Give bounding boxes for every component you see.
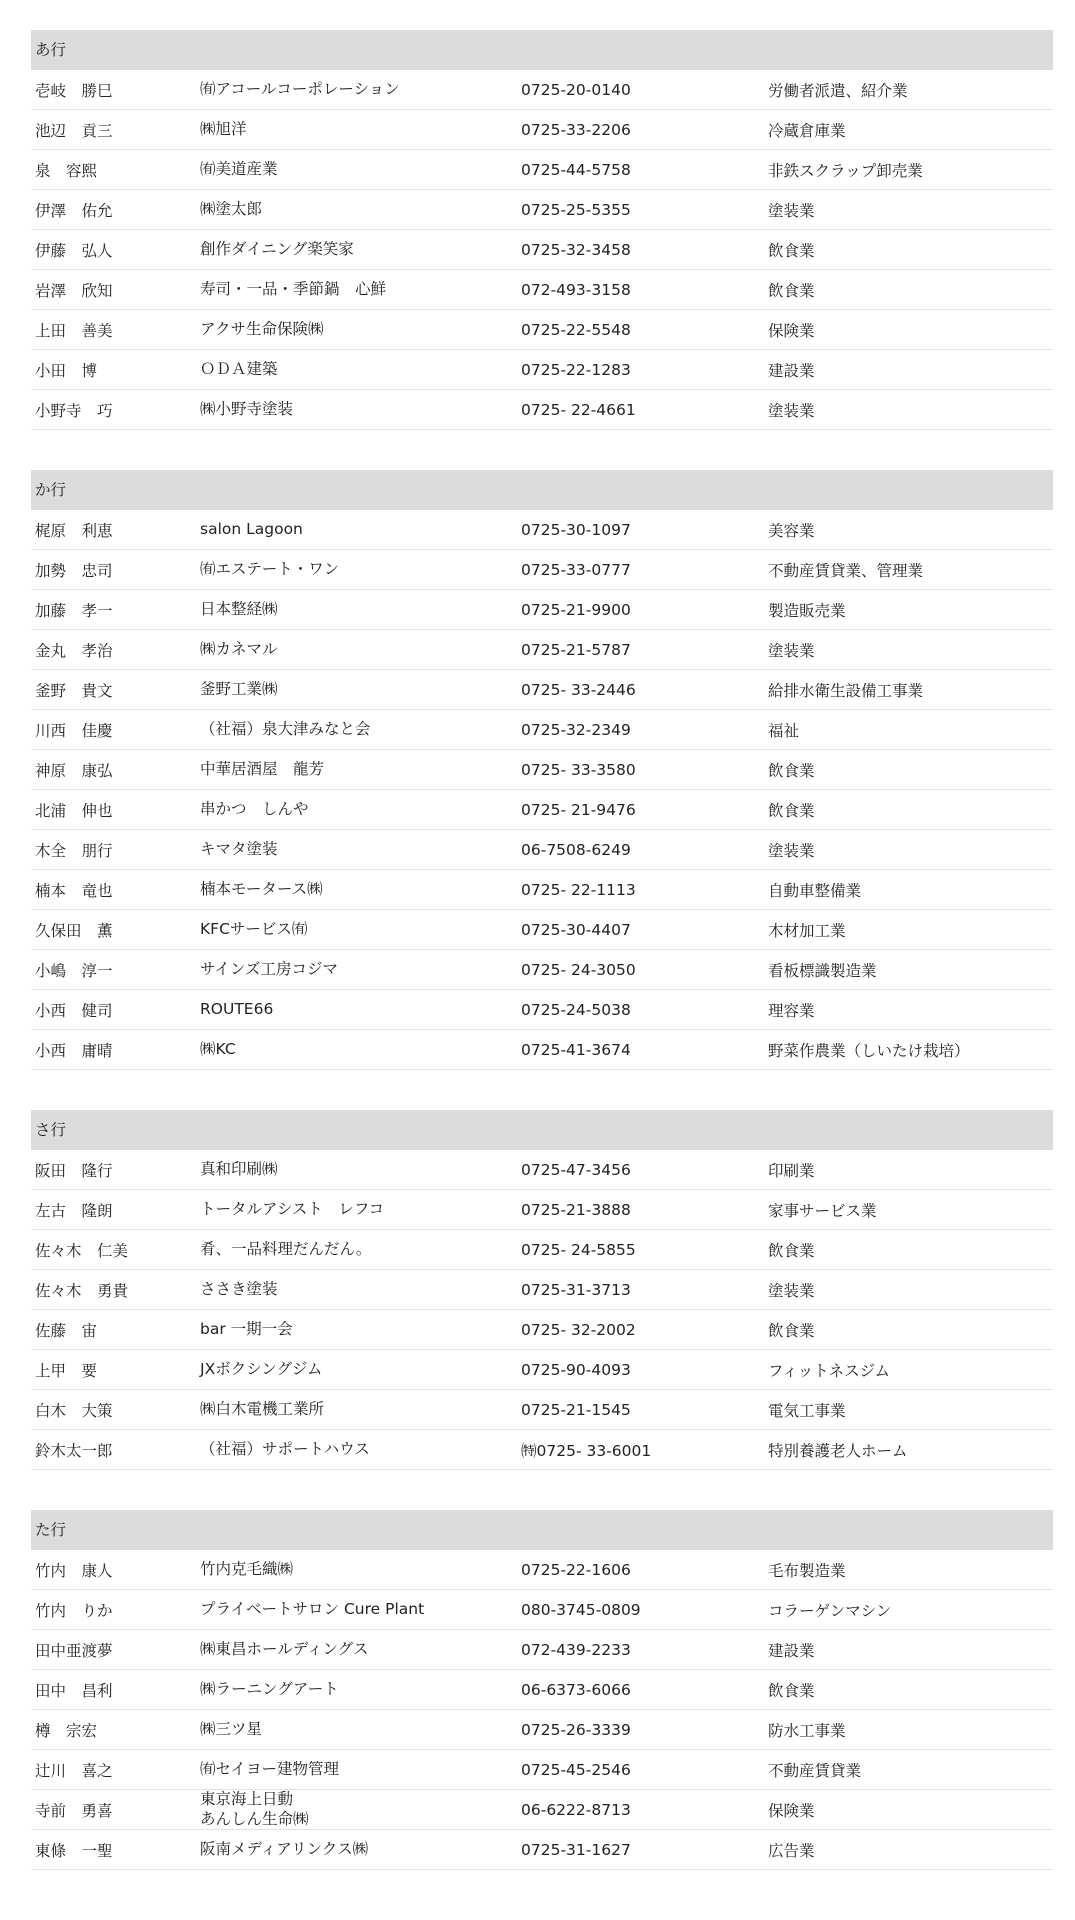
company-name	[200, 1790, 521, 1829]
member-name: 加勢 忠司	[35, 561, 113, 580]
table-row	[31, 950, 1053, 990]
table-row	[31, 870, 1053, 910]
company-name: 串かつ しんや	[200, 799, 309, 818]
phone-number: 0725-20-0140	[521, 80, 631, 99]
table-row	[31, 1390, 1053, 1430]
company-name: トータルアシスト レフコ	[200, 1199, 385, 1218]
phone-number: ㈵0725- 33-6001	[521, 1441, 652, 1460]
phone-number: 0725-24-5038	[521, 1000, 631, 1019]
directory-section	[31, 30, 1053, 430]
phone-number: 0725-30-1097	[521, 520, 631, 539]
table-row	[31, 670, 1053, 710]
industry: 特別養護老人ホーム	[768, 1441, 908, 1460]
industry: 防水工事業	[768, 1721, 846, 1740]
member-name: 金丸 孝治	[35, 641, 113, 660]
phone-number: 06-7508-6249	[521, 840, 631, 859]
company-name: JXボクシングジム	[200, 1359, 323, 1378]
phone-number: 0725-33-2206	[521, 120, 631, 139]
industry: 飲食業	[768, 1681, 815, 1700]
company-name: 肴、一品料理だんだん。	[200, 1239, 372, 1258]
company-name: キマタ塗装	[200, 839, 278, 858]
table-row	[31, 230, 1053, 270]
table-row	[31, 1030, 1053, 1070]
company-name: ささき塗装	[200, 1279, 278, 1298]
phone-number: 080-3745-0809	[521, 1600, 641, 1619]
company-name: 日本整経㈱	[200, 599, 278, 618]
industry: 塗装業	[768, 401, 815, 420]
phone-number: 0725-41-3674	[521, 1040, 631, 1059]
table-row	[31, 150, 1053, 190]
industry: 製造販売業	[768, 601, 846, 620]
member-name: 寺前 勇喜	[35, 1801, 113, 1820]
table-row	[31, 1710, 1053, 1750]
table-row	[31, 1830, 1053, 1870]
phone-number: 072-493-3158	[521, 280, 631, 299]
member-name: 佐々木 仁美	[35, 1241, 129, 1260]
section-header: さ行	[31, 1110, 1053, 1150]
phone-number: 0725-44-5758	[521, 160, 631, 179]
member-name: 小嶋 淳一	[35, 961, 113, 980]
directory-section	[31, 1510, 1053, 1870]
member-name: 久保田 薫	[35, 921, 113, 940]
table-row	[31, 110, 1053, 150]
member-name: 加藤 孝一	[35, 601, 113, 620]
industry: 建設業	[768, 361, 815, 380]
directory-section	[31, 470, 1053, 1070]
industry: 毛布製造業	[768, 1561, 846, 1580]
company-name: アクサ生命保険㈱	[200, 319, 324, 338]
industry: 電気工事業	[768, 1401, 846, 1420]
phone-number: 0725- 33-3580	[521, 760, 636, 779]
table-row	[31, 1670, 1053, 1710]
section-header: か行	[31, 470, 1053, 510]
company-name: ㈱旭洋	[200, 119, 247, 138]
member-name: 上田 善美	[35, 321, 113, 340]
phone-number: 0725- 24-3050	[521, 960, 636, 979]
phone-number: 0725-21-1545	[521, 1400, 631, 1419]
company-name: 真和印刷㈱	[200, 1159, 278, 1178]
phone-number: 0725-26-3339	[521, 1720, 631, 1739]
table-row	[31, 590, 1053, 630]
industry: 塗装業	[768, 641, 815, 660]
member-name: 樽 宗宏	[35, 1721, 98, 1740]
table-row	[31, 1350, 1053, 1390]
member-name: 木全 朋行	[35, 841, 113, 860]
company-name: ㈱東昌ホールディングス	[200, 1639, 369, 1658]
company-name: プライベートサロン Cure Plant	[200, 1599, 425, 1618]
industry: 飲食業	[768, 241, 815, 260]
table-row	[31, 710, 1053, 750]
table-row	[31, 310, 1053, 350]
table-row	[31, 1550, 1053, 1590]
member-name: 楠本 竜也	[35, 881, 113, 900]
industry: 給排水衛生設備工事業	[768, 681, 924, 700]
phone-number: 072-439-2233	[521, 1640, 631, 1659]
industry: 理容業	[768, 1001, 815, 1020]
member-name: 白木 大策	[35, 1401, 113, 1420]
member-name: 田中亜渡夢	[35, 1641, 113, 1660]
member-name: 小野寺 巧	[35, 401, 113, 420]
company-name-line-1: 東京海上日動	[200, 1790, 294, 1809]
company-name: ㈱KC	[200, 1039, 236, 1058]
phone-number: 0725-30-4407	[521, 920, 631, 939]
phone-number: 0725-31-1627	[521, 1840, 631, 1859]
member-name: 壱岐 勝巳	[35, 81, 113, 100]
member-name: 鈴木太一郎	[35, 1441, 113, 1460]
table-row	[31, 1230, 1053, 1270]
industry: 塗装業	[768, 841, 815, 860]
company-name: サインズ工房コジマ	[200, 959, 338, 978]
phone-number: 0725- 32-2002	[521, 1320, 636, 1339]
company-name: 阪南メディアリンクス㈱	[200, 1839, 369, 1858]
member-name: 岩澤 欣知	[35, 281, 113, 300]
phone-number: 0725-32-2349	[521, 720, 631, 739]
member-name: 竹内 りか	[35, 1601, 113, 1620]
member-name: 小田 博	[35, 361, 98, 380]
member-name: 小西 庸晴	[35, 1041, 113, 1060]
company-name: ㈱小野寺塗装	[200, 399, 294, 418]
member-name: 辻川 喜之	[35, 1761, 113, 1780]
phone-number: 0725-45-2546	[521, 1760, 631, 1779]
company-name: 楠本モータース㈱	[200, 879, 323, 898]
phone-number: 0725-90-4093	[521, 1360, 631, 1379]
table-row	[31, 750, 1053, 790]
phone-number: 06-6222-8713	[521, 1800, 631, 1819]
company-name: bar 一期一会	[200, 1319, 293, 1338]
industry: 飲食業	[768, 1321, 815, 1340]
phone-number: 0725-33-0777	[521, 560, 631, 579]
industry: 冷蔵倉庫業	[768, 121, 846, 140]
industry: 印刷業	[768, 1161, 815, 1180]
industry: 塗装業	[768, 1281, 815, 1300]
company-name: ㈱カネマル	[200, 639, 278, 658]
phone-number: 0725- 22-4661	[521, 400, 636, 419]
table-row	[31, 70, 1053, 110]
member-name: 東條 一聖	[35, 1841, 113, 1860]
company-name: ㈲セイヨー建物管理	[200, 1759, 340, 1778]
member-name: 北浦 伸也	[35, 801, 113, 820]
industry: 飲食業	[768, 801, 815, 820]
company-name: ㈲美道産業	[200, 159, 278, 178]
phone-number: 0725-22-1606	[521, 1560, 631, 1579]
industry: 非鉄スクラップ卸売業	[768, 161, 923, 180]
industry: 保険業	[768, 1801, 815, 1820]
industry: 飲食業	[768, 761, 815, 780]
table-row	[31, 550, 1053, 590]
company-name: ㈲アコールコーポレーション	[200, 79, 400, 98]
phone-number: 0725-22-1283	[521, 360, 631, 379]
phone-number: 0725-47-3456	[521, 1160, 631, 1179]
industry: 広告業	[768, 1841, 815, 1860]
phone-number: 0725-25-5355	[521, 200, 631, 219]
table-row	[31, 1750, 1053, 1790]
table-row	[31, 390, 1053, 430]
member-name: 梶原 利恵	[35, 521, 113, 540]
company-name: 中華居酒屋 龍芳	[200, 759, 325, 778]
member-name: 上甲 要	[35, 1361, 98, 1380]
phone-number: 0725- 21-9476	[521, 800, 636, 819]
industry: コラーゲンマシン	[768, 1601, 892, 1620]
table-row	[31, 790, 1053, 830]
industry: 保険業	[768, 321, 815, 340]
industry: 福祉	[768, 721, 800, 740]
company-name: ㈱ラーニングアート	[200, 1679, 339, 1698]
member-name: 神原 康弘	[35, 761, 113, 780]
table-row	[31, 1630, 1053, 1670]
member-name: 泉 容熙	[35, 161, 98, 180]
member-name: 伊澤 佑允	[35, 201, 113, 220]
table-row	[31, 830, 1053, 870]
industry: フィットネスジム	[768, 1361, 890, 1380]
member-name: 佐々木 勇貴	[35, 1281, 129, 1300]
company-name: ㈲エステート・ワン	[200, 559, 340, 578]
member-name: 竹内 康人	[35, 1561, 113, 1580]
section-header: た行	[31, 1510, 1053, 1550]
phone-number: 0725-21-5787	[521, 640, 631, 659]
industry: 看板標識製造業	[768, 961, 877, 980]
industry: 飲食業	[768, 281, 815, 300]
company-name: 竹内克毛織㈱	[200, 1559, 294, 1578]
member-name: 左古 隆朗	[35, 1201, 113, 1220]
company-name: ㈱白木電機工業所	[200, 1399, 325, 1418]
phone-number: 06-6373-6066	[521, 1680, 631, 1699]
table-row	[31, 190, 1053, 230]
company-name: salon Lagoon	[200, 519, 303, 538]
phone-number: 0725-31-3713	[521, 1280, 631, 1299]
phone-number: 0725-21-3888	[521, 1200, 631, 1219]
phone-number: 0725-22-5548	[521, 320, 631, 339]
company-name: ROUTE66	[200, 999, 274, 1018]
table-row	[31, 270, 1053, 310]
company-name: KFCサービス㈲	[200, 919, 308, 938]
phone-number: 0725- 24-5855	[521, 1240, 636, 1259]
company-name: ㈱塗太郎	[200, 199, 263, 218]
table-row	[31, 1150, 1053, 1190]
table-row	[31, 1270, 1053, 1310]
industry: 塗装業	[768, 201, 815, 220]
member-name: 阪田 隆行	[35, 1161, 113, 1180]
member-name: 池辺 貢三	[35, 121, 113, 140]
member-name: 田中 昌利	[35, 1681, 113, 1700]
directory-section	[31, 1110, 1053, 1470]
company-name: 寿司・一品・季節鍋 心鮮	[200, 279, 387, 298]
industry: 不動産賃貸業、管理業	[768, 561, 924, 580]
table-row	[31, 910, 1053, 950]
phone-number: 0725- 22-1113	[521, 880, 636, 899]
company-name: 釜野工業㈱	[200, 679, 278, 698]
member-name: 釜野 貴文	[35, 681, 113, 700]
industry: 野菜作農業（しいたけ栽培）	[768, 1041, 970, 1060]
industry: 美容業	[768, 521, 815, 540]
table-row	[31, 1310, 1053, 1350]
industry: 労働者派遣、紹介業	[768, 81, 908, 100]
industry: 家事サービス業	[768, 1201, 877, 1220]
company-name-line-2: あんしん生命㈱	[200, 1809, 309, 1828]
company-name: （社福）泉大津みなと会	[200, 719, 371, 738]
industry: 自動車整備業	[768, 881, 862, 900]
member-name: 川西 佳慶	[35, 721, 113, 740]
section-header: あ行	[31, 30, 1053, 70]
industry: 木材加工業	[768, 921, 846, 940]
company-name: ＯＤＡ建築	[200, 359, 278, 378]
industry: 不動産賃貸業	[768, 1761, 862, 1780]
company-name: （社福）サポートハウス	[200, 1439, 370, 1458]
member-name: 佐藤 宙	[35, 1321, 98, 1340]
table-row	[31, 1430, 1053, 1470]
table-row	[31, 350, 1053, 390]
phone-number: 0725- 33-2446	[521, 680, 636, 699]
table-row	[31, 510, 1053, 550]
phone-number: 0725-32-3458	[521, 240, 631, 259]
table-row	[31, 1190, 1053, 1230]
table-row	[31, 990, 1053, 1030]
table-row	[31, 1590, 1053, 1630]
industry: 建設業	[768, 1641, 815, 1660]
industry: 飲食業	[768, 1241, 815, 1260]
member-name: 小西 健司	[35, 1001, 113, 1020]
table-row	[31, 1790, 1053, 1830]
company-name: ㈱三ツ星	[200, 1719, 263, 1738]
table-row	[31, 630, 1053, 670]
phone-number: 0725-21-9900	[521, 600, 631, 619]
company-name: 創作ダイニング楽笑家	[200, 239, 354, 258]
member-name: 伊藤 弘人	[35, 241, 113, 260]
